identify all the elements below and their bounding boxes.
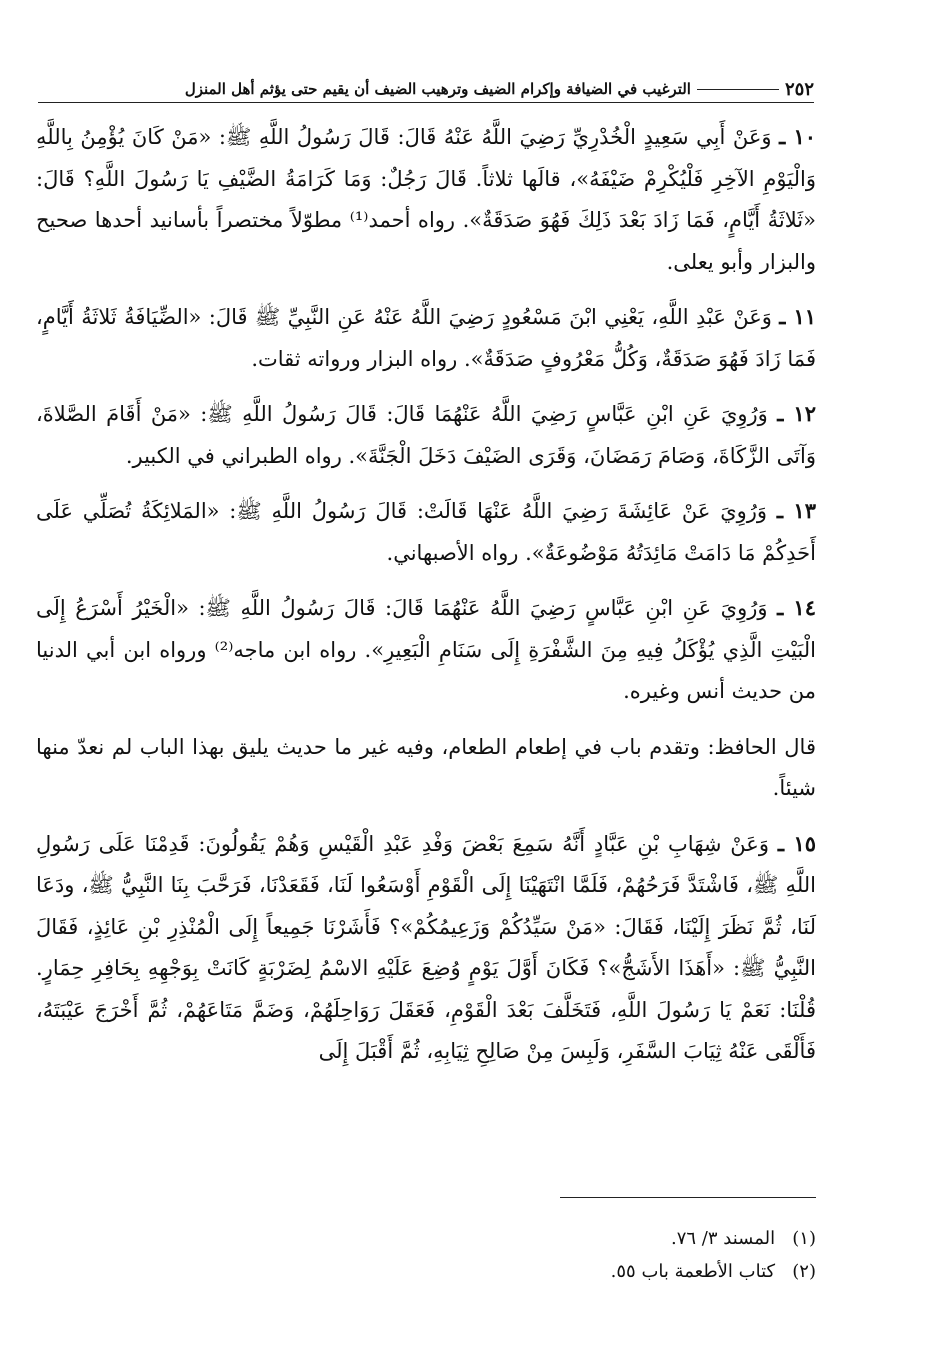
note-text: قال الحافظ: وتقدم باب في إطعام الطعام، وفيه غير ما حديث يليق بهذا الباب لم نعدّ منها شيئاً. [36,734,816,800]
footnote-1 [36,1222,816,1255]
hafiz-note [36,726,816,810]
footnote-text: المسند ٣/ ٧٦. [670,1228,776,1249]
running-header [38,76,814,103]
footnote-2 [36,1255,816,1288]
hadith-text: وَرُوِيَ عَنِ ابْنِ عَبَّاسٍ رَضِيَ اللَّهُ عَنْهُمَا قَالَ: قَالَ رَسُولُ اللَّهِ ﷺ: «مَنْ أَقَامَ الصَّلاةَ، وَآتَى الزَّكَاةَ، وَصَامَ رَمَضَانَ، وَقَرَى الضَيْفَ دَخَلَ الْجَنَّةَ». رواه الطبراني في الكبير. [36,402,816,468]
footnote-text: كتاب الأطعمة باب ٥٥. [610,1261,776,1282]
hadith-11 [36,296,816,380]
hadith-10 [36,116,816,283]
footnote-separator [560,1197,816,1198]
hadith-text: وَرُوِيَ عَنْ عَائِشَةَ رَضِيَ اللَّهُ عَنْهَا قَالَتْ: قَالَ رَسُولُ اللَّهِ ﷺ: «المَلائِكَةُ تُصَلِّي عَلَى أَحَدِكُمْ مَا دَامَتْ مَائِدَتُهُ مَوْضُوعَةٌ». رواه الأصبهاني. [36,499,816,565]
hadith-text: وَرُوِيَ عَنِ ابْنِ عَبَّاسٍ رَضِيَ اللَّهُ عَنْهُمَا قَالَ: قَالَ رَسُولُ اللَّهِ ﷺ: «الْخَيْرُ أَسْرَعُ إِلَى الْبَيْتِ الَّذِي يُؤْكَلُ فِيهِ مِنَ الشَّفْرَةِ إِلَى سَنَامِ الْبَعِيرِ». رواه ابن ماجه⁽²⁾ ورواه ابن أبي الدنيا من حديث أنس وغيره. [36,596,816,703]
hadith-12 [36,393,816,477]
hadith-number: ١٤ ـ [777,595,816,620]
hadith-number: ١١ ـ [779,304,816,329]
hadith-number: ١٢ ـ [777,401,816,426]
hadith-14 [36,587,816,713]
hadith-15 [36,823,816,1073]
main-text [36,116,816,1086]
footnote-number: (١) [792,1228,816,1249]
header-rule [697,89,779,90]
chapter-title: الترغيب في الضيافة وإكرام الضيف وترهيب الضيف أن يقيم حتى يؤثم أهل المنزل [184,80,691,98]
hadith-number: ١٠ ـ [779,124,816,149]
hadith-number: ١٥ ـ [777,830,816,856]
hadith-13 [36,490,816,574]
hadith-text: وَعَنْ شِهَابِ بْنِ عَبَّادٍ أَنَّهُ سَمِعَ بَعْضَ وَفْدِ عَبْدِ الْقَيْسِ وَهُمْ يَقُولُونَ: قَدِمْنَا عَلَى رَسُولِ اللَّهِ ﷺ، فَاشْتَدَّ فَرَحُهُمْ، فَلَمَّا انْتَهَيْنَا إِلَى الْقَوْمِ أَوْسَعُوا لَنَا، فَقَعَدْنَا، فَرَحَّبَ بِنَا النَّبِيُّ ﷺ، ودَعَا لَنَا، ثُمَّ نَظَرَ إِلَيْنَا، فَقَالَ: «مَنْ سَيِّدُكُمْ وَزَعِيمُكُمْ»؟ فَأَشَرْنَا جَمِيعاً إِلَى الْمُنْذِرِ بْنِ عَائِذٍ، فَقَالَ النَّبِيُّ ﷺ: «أَهَذَا الأَشَجُّ»؟ فَكَانَ أَوَّلَ يَوْمٍ وُضِعَ عَلَيْهِ الاسْمُ لِضَرْبَةٍ كَانَتْ بِوَجْهِهِ بِحَافِرِ حِمَارٍ. قُلْنَا: نَعَمْ يَا رَسُولَ اللَّهِ، فَتَخَلَّفَ بَعْدَ الْقَوْمِ، فَعَقَلَ رَوَاحِلَهُمْ، وَضَمَّ مَتَاعَهُمْ، ثُمَّ أَخْرَجَ عَيْبَتَهُ، فَأَلْقَى عَنْهُ ثِيَابَ السَّفَرِ، وَلَبِسَ مِنْ صَالِحِ ثِيَابِهِ، ثُمَّ أَقْبَلَ إِلَى [36,831,816,1063]
footnote-number: (٢) [792,1261,816,1282]
hadith-text: وَعَنْ أَبِي سَعِيدٍ الْخُدْرِيِّ رَضِيَ اللَّهُ عَنْهُ قَالَ: قَالَ رَسُولُ اللَّهِ ﷺ: «مَنْ كَانَ يُؤْمِنُ بِاللَّهِ وَالْيَوْمِ الآخِرِ فَلْيُكْرِمْ ضَيْفَهُ»، قالَها ثلاثاً. قَالَ رَجُلٌ: وَمَا كَرَامَةُ الضَّيْفِ يَا رَسُولَ اللَّهِ؟ قَالَ: «ثَلاثَةُ أَيَّامٍ، فَمَا زَادَ بَعْدَ ذَلِكَ فَهُوَ صَدَقَةٌ». رواه أحمد⁽¹⁾ مطوّلاً مختصراً بأسانيد أحدها صحيح والبزار وأبو يعلى. [36,125,816,274]
hadith-number: ١٣ ـ [776,498,816,523]
hadith-text: وَعَنْ عَبْدِ اللَّهِ، يَعْنِي ابْنَ مَسْعُودٍ رَضِيَ اللَّهُ عَنْهُ عَنِ النَّبِيِّ ﷺ قَالَ: «الضِّيَافَةُ ثَلاثَةُ أَيَّامٍ، فَمَا زَادَ فَهُوَ صَدَقَةٌ، وَكُلُّ مَعْرُوفٍ صَدَقَةٌ». رواه البزار ورواته ثقات. [36,305,816,371]
footnotes [36,1222,816,1288]
page-number: ٢٥٢ [784,78,814,100]
